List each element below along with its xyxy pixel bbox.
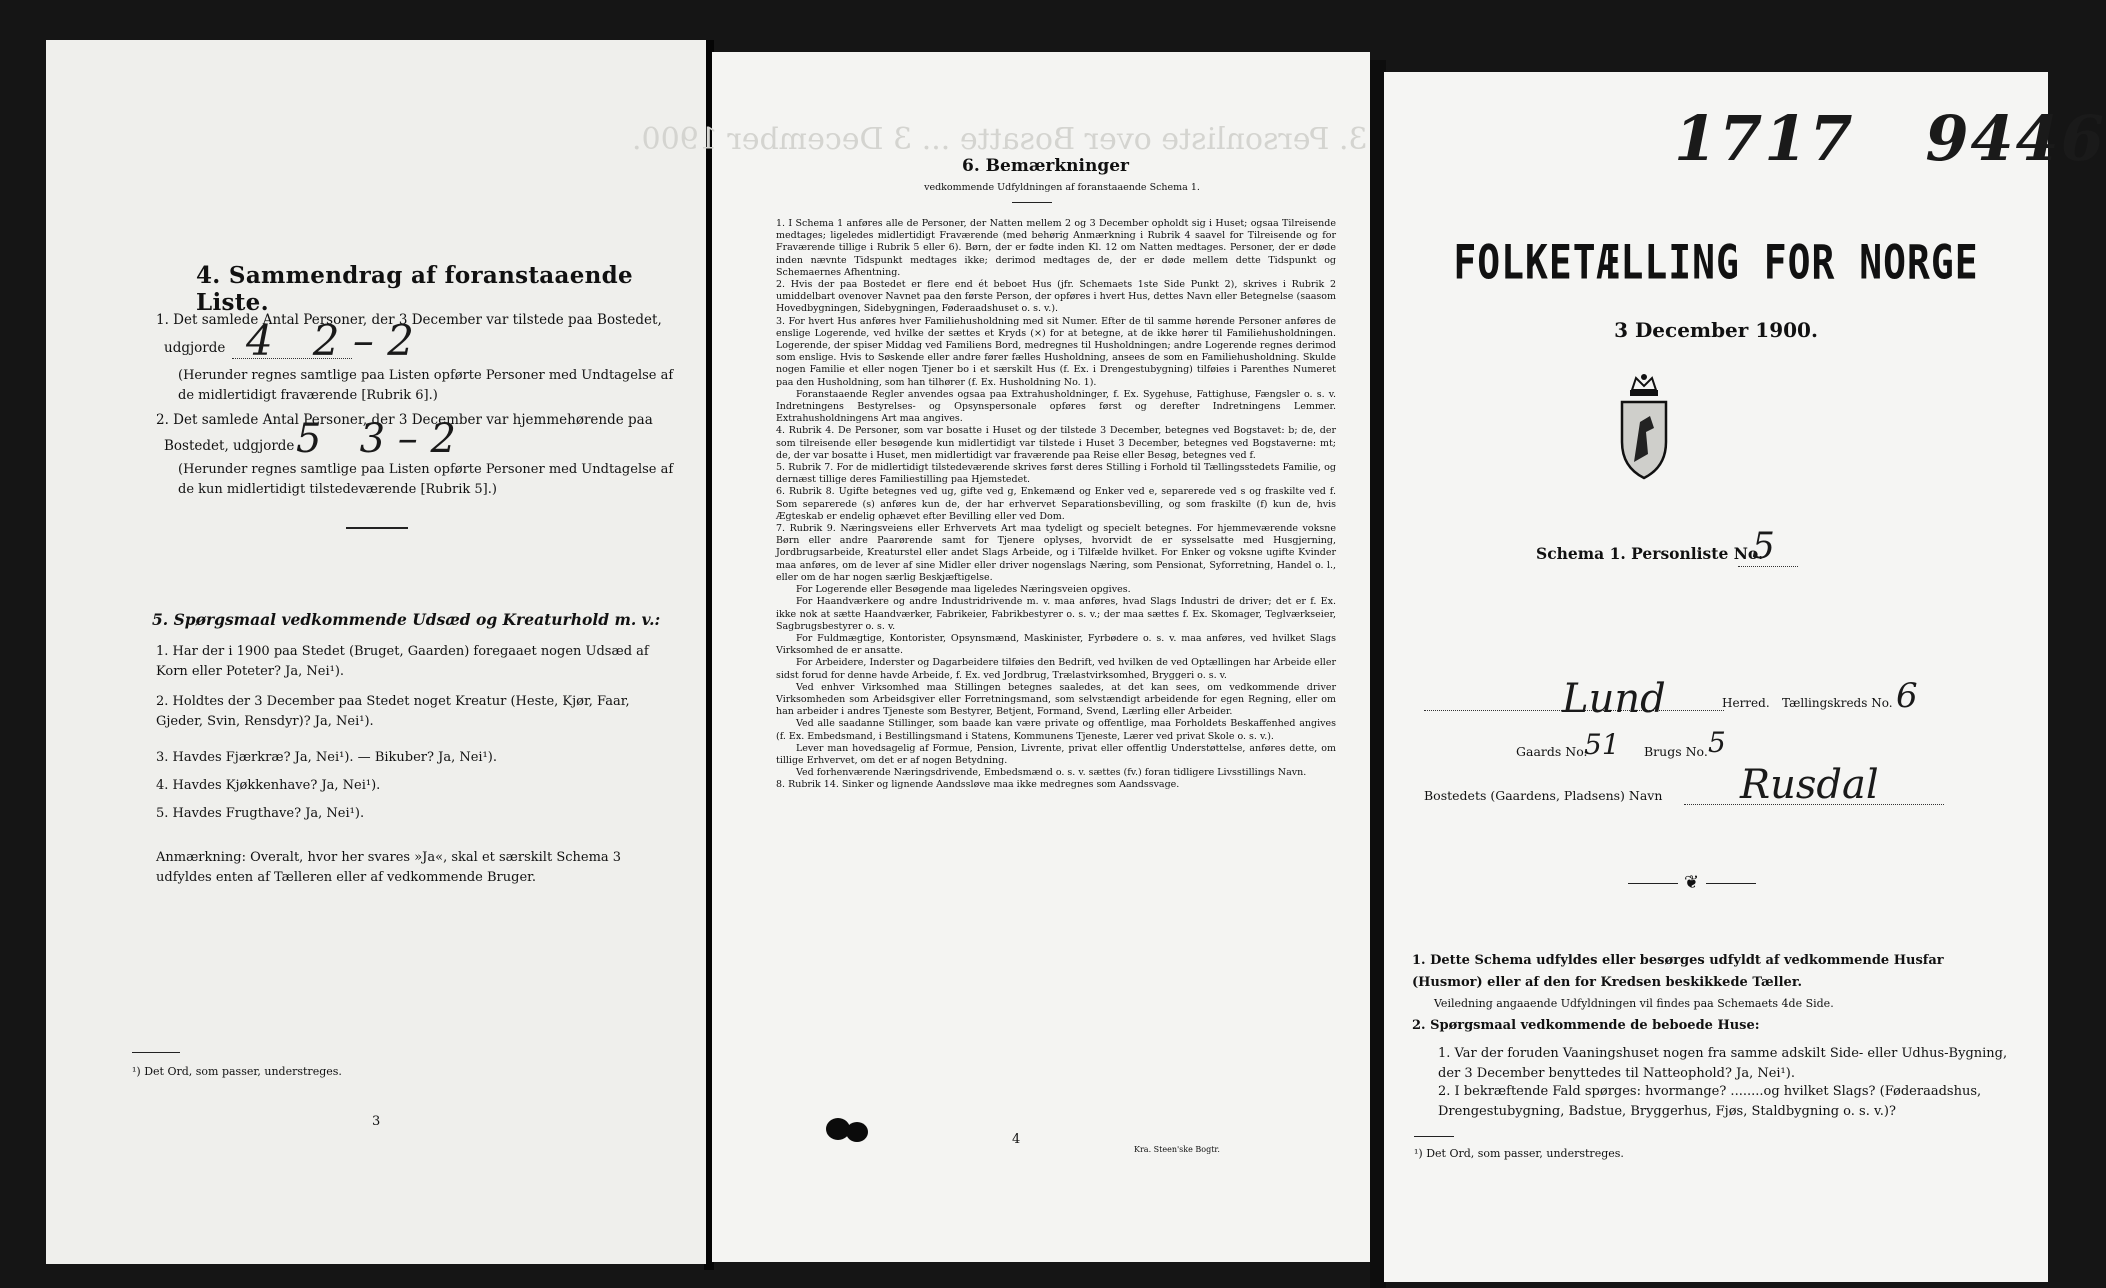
- remark-4: 4. Rubrik 4. De Personer, som var bosatte i Huset og der tilstede 3 December, betegnes ved Bogstavet: b; de, der som tilreisende eller besøgende kun midlertidigt var tilstede i Huset 3 December, betegnes ved Bogstaverne: mt; de, der var bosatte i Huset, men midlertidigt var fraværende paa Reise eller Besøg, betegnes ved f.: [776, 425, 1336, 461]
- ornament-rule-left: [1628, 883, 1678, 884]
- q1-fill-line: [232, 358, 352, 359]
- bleed-through-header: 3. Personliste over Bosatte ... 3 December 1900.: [632, 122, 1368, 157]
- q2-note: (Herunder regnes samtlige paa Listen opførte Personer med Undtagelse af de kun midlertidigt tilstedeværende [Rubrik 5].): [178, 462, 674, 497]
- fleuron-icon: ❦: [1684, 872, 1700, 893]
- footnote-rule: [1414, 1136, 1454, 1137]
- bosted-value: Rusdal: [1740, 762, 1879, 808]
- q1-handwritten: 4 2 – 2: [246, 316, 414, 365]
- remark-6: 6. Rubrik 8. Ugifte betegnes ved ug, gifte ved g, Enkemænd og Enker ved e, separerede ved s og fraskilte ved f. Som separerede (s) anføres kun de, der har erhvervet Separationsbevilling, og som fraskilte (f) kun de, hvis Ægteskab er endelig ophævet efter Bevilling eller ved Dom.: [776, 486, 1336, 522]
- page-1-cover: [1384, 72, 2106, 1282]
- page-3: [46, 40, 706, 1264]
- q2-handwritten: 5 3 – 2: [296, 416, 456, 462]
- herred-value: Lund: [1562, 676, 1666, 722]
- footnote: ¹) Det Ord, som passer, understreges.: [132, 1065, 342, 1078]
- remark-7d: For Arbeidere, Inderster og Dagarbeidere tilføies den Bedrift, ved hvilken de ved Optællingen har Arbeide eller sidst forud for denne havde Arbeide, f. Ex. ved Jordbrug, Trælastvirksomhed, Bryggeri o. s. v.: [776, 657, 1336, 681]
- remarks-title-rule: [1012, 202, 1052, 203]
- footnote-rule: [132, 1052, 180, 1053]
- cover-footnote: ¹) Det Ord, som passer, understreges.: [1414, 1147, 1624, 1160]
- page-number-3: 3: [372, 1114, 381, 1129]
- remarks-list: [776, 218, 1336, 792]
- remark-7b: For Haandværkere og andre Industridrivende m. v. maa anføres, hvad Slags Industri de driver; det er f. Ex. ikke nok at sætte Haandværker, Fabrikeier, Fabrikbestyrer o. s. v.; der maa sættes f. Ex. Skomager, Teglværkseier, Sagbrugsbestyrer o. s. v.: [776, 596, 1336, 632]
- instruction-2-1: 1. Var der foruden Vaaningshuset nogen fra samme adskilt Side- eller Udhus-Bygning, der 3 December benyttedes til Natteophold? Ja, Nei¹).: [1438, 1046, 2008, 1081]
- coat-of-arms-icon: [1614, 372, 1674, 482]
- remark-8: 8. Rubrik 14. Sinker og lignende Aandssløve maa ikke medregnes som Aandssvage.: [776, 779, 1180, 791]
- gaards-label: Gaards No.: [1516, 744, 1588, 759]
- kreds-value: 6: [1896, 676, 1918, 716]
- q1-note: (Herunder regnes samtlige paa Listen opførte Personer med Undtagelse af de midlertidigt fraværende [Rubrik 6].): [178, 368, 674, 403]
- remarks-subtitle: vedkommende Udfyldningen af foranstaaende Schema 1.: [924, 182, 1200, 193]
- brugs-value: 5: [1708, 726, 1726, 759]
- remark-7c: For Fuldmægtige, Kontorister, Opsynsmænd, Maskinister, Fyrbødere o. s. v. maa anføres, ved hvilket Slags Virksomhed de er ansatte.: [776, 632, 1336, 657]
- remark-7e: Ved enhver Virksomhed maa Stillingen betegnes saaledes, at det kan sees, om vedkommende driver Virksomheden som Arbeidsgiver eller Forretningsmand, som selvstændigt arbeidende for egen Regning, eller om han arbeider i andres Tjeneste som Bestyrer, Betjent, Formand, Svend, Lærling eller Arbeider.: [776, 681, 1336, 718]
- gaards-value: 51: [1584, 728, 1620, 761]
- ornament-rule-right: [1706, 883, 1756, 884]
- s5-item-4: 4. Havdes Kjøkkenhave? Ja, Nei¹).: [156, 778, 381, 793]
- s5-item-2: 2. Holdtes der 3 December paa Stedet noget Kreatur (Heste, Kjør, Faar, Gjeder, Svin, Rensdyr)? Ja, Nei¹).: [156, 694, 630, 729]
- remark-7: 7. Rubrik 9. Næringsveiens eller Erhvervets Art maa tydeligt og specielt betegnes. For hjemmeværende voksne Børn eller andre Paarørende samt for Tjenere oplyses, hvorvidt de er sysselsatte med Husgjerning, Jordbrugsarbeide, Kreaturstel eller andet Slags Arbeide, og i Tilfælde hvilket. For Enker og voksne ugifte Kvinder maa anføres, om de lever af sine Midler eller driver nogenslags Næring, som Pensionat, Syforretning, Handel o. l., eller om de har nogen særlig Beskjæftigelse.: [776, 523, 1336, 583]
- q1-text: 1. Det samlede Antal Personer, der 3 December var tilstede paa Bostedet,: [156, 312, 662, 328]
- bosted-label: Bostedets (Gaardens, Pladsens) Navn: [1424, 788, 1663, 803]
- remark-3: 3. For hvert Hus anføres hver Familiehusholdning med sit Numer. Efter de til samme hørende Personer anføres de enslige Logerende, ved hvilke der sættes et Kryds (×) for at betegne, at de ikke hører til Familiehusholdningen. Logerende, der spiser Middag ved Familiens Bord, medregnes til Husholdningen; andre Logerende regnes derimod som enslige. Hvis to Søskende eller andre fører fælles Husholdning, ansees de som en Familiehusholdning. Skulde nogen Familie et eller nogen Tjener bo i et særskilt Hus (f. Ex. i Drengestubygning) tilføies i Parenthes Numeret paa den Husholdning, som han tilhører (f. Ex. Husholdning No. 1).: [776, 315, 1336, 388]
- q1-prefix: udgjorde: [164, 340, 226, 356]
- remark-7g: Lever man hovedsagelig af Formue, Pension, Livrente, privat eller offentlig Understøttelse, anføres dette, om tillige Erhvervet, om det er af nogen Betydning.: [776, 742, 1336, 766]
- remark-1: 1. I Schema 1 anføres alle de Personer, der Natten mellem 2 og 3 December opholdt sig i Huset; ogsaa Tilreisende medtages; ligeledes midlertidigt Fraværende (med behørig Anmærkning i Rubrik 4 saavel for Tilreisende og for Fraværende tillige i Rubrik 5 eller 6). Børn, der er fødte inden Kl. 12 om Natten medtages. Personer, der er døde inden nævnte Tidspunkt medtages ikke; derimod medtages de, der er døde mellem dette Tidspunkt og Schemaernes Afhentning.: [776, 218, 1336, 278]
- remark-3b: Foranstaaende Regler anvendes ogsaa paa Extrahusholdninger, f. Ex. Sygehuse, Fattighuse, Fængsler o. s. v. Indretningens Bestyrelses- og Opsynspersonale opføres først og derefter Indretningens Lemmer. Extrahusholdningens Art maa angives.: [776, 388, 1336, 425]
- page-4: [632, 52, 1370, 1262]
- s5-item-1: 1. Har der i 1900 paa Stedet (Bruget, Gaarden) foregaaet nogen Udsæd af Korn eller Poteter? Ja, Nei¹).: [156, 644, 649, 679]
- section4-title: 4. Sammendrag af foranstaaende Liste.: [196, 262, 633, 316]
- kreds-label: Tællingskreds No.: [1782, 696, 1893, 710]
- anmerkning-note: Anmærkning: Overalt, hvor her svares »Ja«, skal et særskilt Schema 3 udfyldes enten af Tælleren eller af vedkommende Bruger.: [156, 850, 622, 885]
- schema-label: Schema 1. Personliste No.: [1536, 544, 1764, 563]
- personliste-fill-line: [1738, 566, 1798, 567]
- instruction-2-2: 2. I bekræftende Fald spørges: hvormange? ........og hvilket Slags? (Føderaadshus, Drengestubygning, Badstue, Bryggerhus, Fjøs, Staldbygning o. s. v.)?: [1438, 1084, 1982, 1119]
- instruction-1: 1. Dette Schema udfyldes eller besørges udfyldt af vedkommende Husfar (Husmor) eller af den for Kredsen beskikkede Tæller.: [1412, 953, 1944, 990]
- personliste-number: 5: [1752, 526, 1775, 567]
- printer-imprint: Kra. Steen'ske Bogtr.: [1134, 1145, 1220, 1154]
- q2-text: 2. Det samlede Antal Personer, der 3 December var hjemmehørende paa: [156, 412, 653, 428]
- census-date: 3 December 1900.: [1614, 318, 1818, 342]
- bosted-fill-line: [1684, 804, 1944, 805]
- ink-blot: [846, 1122, 868, 1142]
- brugs-label: Brugs No.: [1644, 744, 1708, 759]
- archive-number: 1717 9446: [1674, 102, 2106, 175]
- remark-7a: For Logerende eller Besøgende maa ligeledes Næringsveien opgives.: [796, 584, 1131, 596]
- herred-label: Herred.: [1722, 696, 1770, 710]
- section-divider: [346, 527, 408, 529]
- census-title: FOLKETÆLLING FOR NORGE: [1453, 234, 1979, 290]
- remarks-title: 6. Bemærkninger: [962, 156, 1129, 176]
- instruction-2: 2. Spørgsmaal vedkommende de beboede Huse:: [1412, 1018, 1760, 1033]
- remark-7h: Ved forhenværende Næringsdrivende, Embedsmænd o. s. v. sættes (fv.) foran tidligere Livsstillings Navn.: [796, 767, 1307, 779]
- instruction-1-note: Veiledning angaaende Udfyldningen vil findes paa Schemaets 4de Side.: [1434, 997, 1834, 1010]
- s5-item-3: 3. Havdes Fjærkræ? Ja, Nei¹). — Bikuber? Ja, Nei¹).: [156, 750, 497, 765]
- section5-title: 5. Spørgsmaal vedkommende Udsæd og Kreaturhold m. v.:: [152, 610, 661, 629]
- page-number-4: 4: [1012, 1132, 1021, 1147]
- s5-item-5: 5. Havdes Frugthave? Ja, Nei¹).: [156, 806, 365, 821]
- remark-7f: Ved alle saadanne Stillinger, som baade kan være private og offentlige, maa Forholdets Beskaffenhed angives (f. Ex. Embedsmand, i Bestillingsmand i Statens, Kommunens Tjeneste, Lærer ved privat Skole o. s. v.).: [776, 718, 1336, 742]
- remark-2: 2. Hvis der paa Bostedet er flere end ét beboet Hus (jfr. Schemaets 1ste Side Punkt 2), skrives i Rubrik 2 umiddelbart ovenover Navnet paa den første Person, der opføres i hvert Hus, dettes Navn eller Betegnelse (saasom Hovedbygningen, Sidebygningen, Føderaadshuset o. s. v.).: [776, 279, 1336, 315]
- remark-5: 5. Rubrik 7. For de midlertidigt tilstedeværende skrives først deres Stilling i Forhold til Tællingsstedets Familie, og dernæst tillige deres Familiestilling paa Hjemstedet.: [776, 462, 1336, 486]
- q2-prefix: Bostedet, udgjorde: [164, 438, 295, 454]
